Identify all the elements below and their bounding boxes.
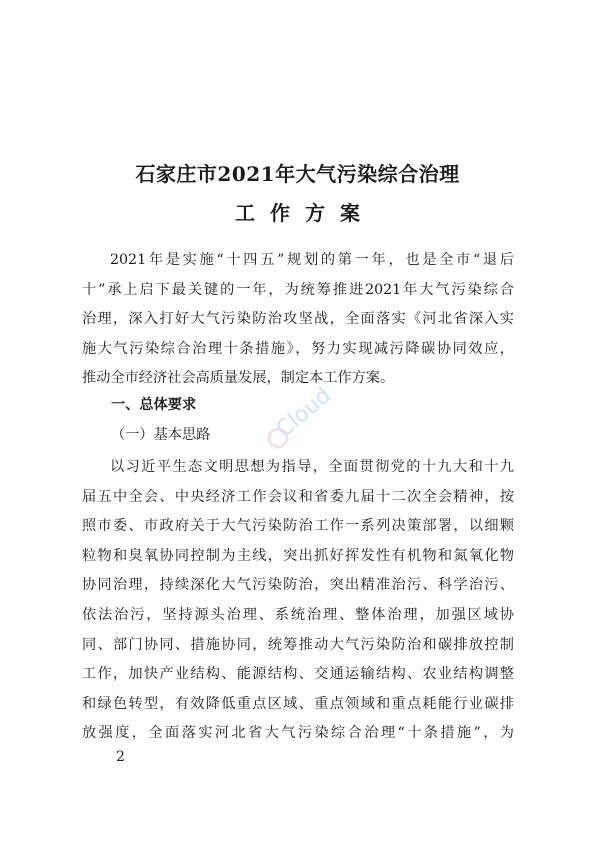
paragraph-line: 协同治理，持续深化大气污染防治，突出精准治污、科学治污、 bbox=[82, 577, 514, 594]
subsection-heading: （一）基本思路 bbox=[111, 427, 211, 443]
paragraph-line: 和绿色转型，有效降低重点区域、重点领域和重点耗能行业碳排 bbox=[82, 695, 514, 712]
paragraph-line: 届五中全会、中央经济工作会议和省委九届十二次全会精神，按 bbox=[82, 488, 514, 505]
paragraph-line: 工作，加快产业结构、能源结构、交通运输结构、农业结构调整 bbox=[82, 666, 514, 683]
document-subtitle: 工作方案 bbox=[235, 201, 375, 225]
paragraph-line: 十”承上启下最关键的一年，为统筹推进2021年大气污染综合 bbox=[82, 281, 514, 298]
section-heading: 一、总体要求 bbox=[111, 397, 197, 413]
paragraph-line: 依法治污，坚持源头治理、系统治理、整体治理，加强区域协 bbox=[82, 606, 514, 623]
page-number: 2 bbox=[116, 749, 125, 765]
paragraph-line: 2021年是实施“十四五”规划的第一年，也是全市“退后 bbox=[110, 252, 514, 268]
document-title: 石家庄市2021年大气污染综合治理 bbox=[135, 162, 460, 186]
paragraph-line: 推动全市经济社会高质量发展，制定本工作方案。 bbox=[82, 370, 395, 387]
paragraph-line: 放强度，全面落实河北省大气污染综合治理“十条措施”，为 bbox=[82, 725, 514, 742]
paragraph-line: 粒物和臭氧协同控制为主线，突出抓好挥发性有机物和氮氧化物 bbox=[82, 547, 514, 564]
basic-approach-paragraph bbox=[82, 453, 514, 749]
paragraph-line: 照市委、市政府关于大气污染防治工作一系列决策部署，以细颗 bbox=[82, 518, 514, 535]
paragraph-line: 同、部门协同、措施协同，统筹推动大气污染防治和碳排放控制 bbox=[82, 636, 514, 653]
paragraph-line: 以习近平生态文明思想为指导，全面贯彻党的十九大和十九 bbox=[110, 459, 514, 475]
cloud-watermark-logo bbox=[262, 380, 352, 460]
intro-paragraph bbox=[82, 246, 514, 394]
paragraph-line: 施大气污染综合治理十条措施》，努力实现减污降碳协同效应， bbox=[82, 340, 514, 357]
watermark-text: Cloud bbox=[271, 383, 336, 443]
paragraph-line: 治理，深入打好大气污染防治攻坚战，全面落实《河北省深入实 bbox=[82, 311, 514, 328]
